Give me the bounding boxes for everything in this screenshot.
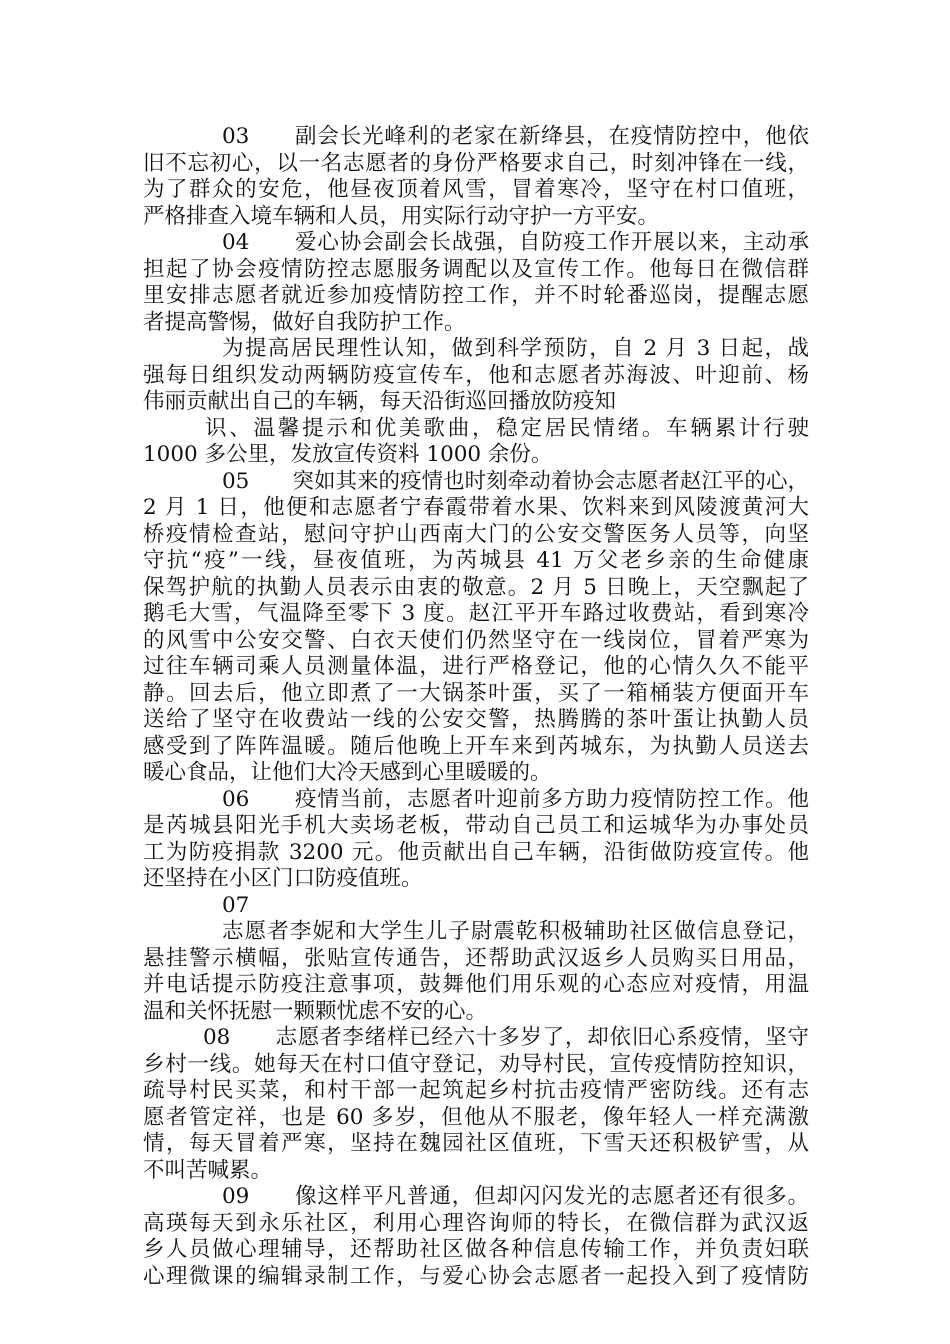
text-line: 04 爱心协会副会长战强，自防疫工作开展以来，主动承 [222,230,809,255]
text-line: 的风雪中公安交警、白衣天使们仍然坚守在一线岗位，冒着严寒为 [143,628,809,653]
text-line: 07 [222,893,250,918]
text-line: 工为防疫捐款 3200 元。他贡献出自己车辆，沿街做防疫宣传。他 [143,840,809,865]
text-line: 1000 多公里，发放宣传资料 1000 余份。 [143,442,553,467]
text-line: 暖心食品，让他们大冷天感到心里暖暖的。 [143,760,552,785]
text-line: 桥疫情检查站，慰问守护山西南大门的公安交警医务人员等，向坚 [143,522,809,547]
text-line: 06 疫情当前，志愿者叶迎前多方助力疫情防控工作。他 [222,787,809,812]
text-line: 志愿者李妮和大学生儿子尉震乾积极辅助社区做信息登记， [222,919,809,944]
text-line: 情，每天冒着严寒，坚持在魏园社区值班，下雪天还积极铲雪，从 [143,1131,809,1156]
text-line: 强每日组织发动两辆防疫宣传车，他和志愿者苏海波、叶迎前、杨 [143,363,809,388]
text-line: 里安排志愿者就近参加疫情防控工作，并不时轮番巡岗，提醒志愿 [143,283,809,308]
text-line: 05 突如其来的疫情也时刻牵动着协会志愿者赵江平的心， [222,469,809,494]
text-line: 悬挂警示横幅，张贴宣传通告，还帮助武汉返乡人员购买日用品， [143,946,809,971]
text-line: 高瑛每天到永乐社区，利用心理咨询师的特长，在微信群为武汉返 [143,1211,809,1236]
text-line: 识、温馨提示和优美歌曲，稳定居民情绪。车辆累计行驶 [205,416,809,441]
text-line: 过往车辆司乘人员测量体温，进行严格登记，他的心情久久不能平 [143,654,809,679]
text-line: 者提高警惕，做好自我防护工作。 [143,310,466,335]
text-line: 为提高居民理性认知，做到科学预防，自 2 月 3 日起，战 [222,336,809,361]
text-line: 为了群众的安危，他昼夜顶着风雪，冒着寒冷，坚守在村口值班， [143,177,809,202]
text-line: 送给了坚守在收费站一线的公安交警，热腾腾的茶叶蛋让执勤人员 [143,707,809,732]
text-line: 严格排查入境车辆和人员，用实际行动守护一方平安。 [143,204,660,229]
text-line: 静。回去后，他立即煮了一大锅茶叶蛋，买了一箱桶装方便面开车 [143,681,809,706]
text-line: 旧不忘初心，以一名志愿者的身份严格要求自己，时刻冲锋在一线， [143,151,809,176]
text-line: 乡人员做心理辅导，还帮助社区做各种信息传输工作，并负责妇联 [143,1237,809,1262]
text-line: 鹅毛大雪，气温降至零下 3 度。赵江平开车路过收费站，看到寒冷 [143,601,809,626]
text-line: 是芮城县阳光手机大卖场老板，带动自己员工和运城华为办事处员 [143,813,809,838]
text-line: 心理微课的编辑录制工作，与爱心协会志愿者一起投入到了疫情防 [143,1264,809,1289]
text-line: 乡村一线。她每天在村口值守登记，劝导村民，宣传疫情防控知识， [143,1052,809,1077]
text-line: 温和关怀抚慰一颗颗忧虑不安的心。 [143,999,488,1024]
text-line: 感受到了阵阵温暖。随后他晚上开车来到芮城东，为执勤人员送去 [143,734,809,759]
text-line: 09 像这样平凡普通，但却闪闪发光的志愿者还有很多。 [222,1184,809,1209]
text-line: 愿者管定祥，也是 60 多岁，但他从不服老，像年轻人一样充满激 [143,1105,809,1130]
text-line: 担起了协会疫情防控志愿服务调配以及宣传工作。他每日在微信群 [143,257,809,282]
text-line: 伟丽贡献出自己的车辆，每天沿街巡回播放防疫知 [143,389,617,414]
text-line: 还坚持在小区门口防疫值班。 [143,866,423,891]
text-line: 并电话提示防疫注意事项，鼓舞他们用乐观的心态应对疫情，用温 [143,972,809,997]
text-line: 疏导村民买菜，和村干部一起筑起乡村抗击疫情严密防线。还有志 [143,1078,809,1103]
text-line: 不叫苦喊累。 [143,1158,273,1183]
text-line: 2 月 1 日，他便和志愿者宁春霞带着水果、饮料来到风陵渡黄河大 [143,495,809,520]
text-line: 08 志愿者李绪样已经六十多岁了，却依旧心系疫情，坚守 [203,1025,809,1050]
text-line: 03 副会长光峰利的老家在新绛县，在疫情防控中，他依 [222,124,809,149]
text-line: 守抗“疫”一线，昼夜值班，为芮城县 41 万父老乡亲的生命健康 [143,548,809,573]
text-line: 保驾护航的执勤人员表示由衷的敬意。2 月 5 日晚上，天空飘起了 [143,575,809,600]
